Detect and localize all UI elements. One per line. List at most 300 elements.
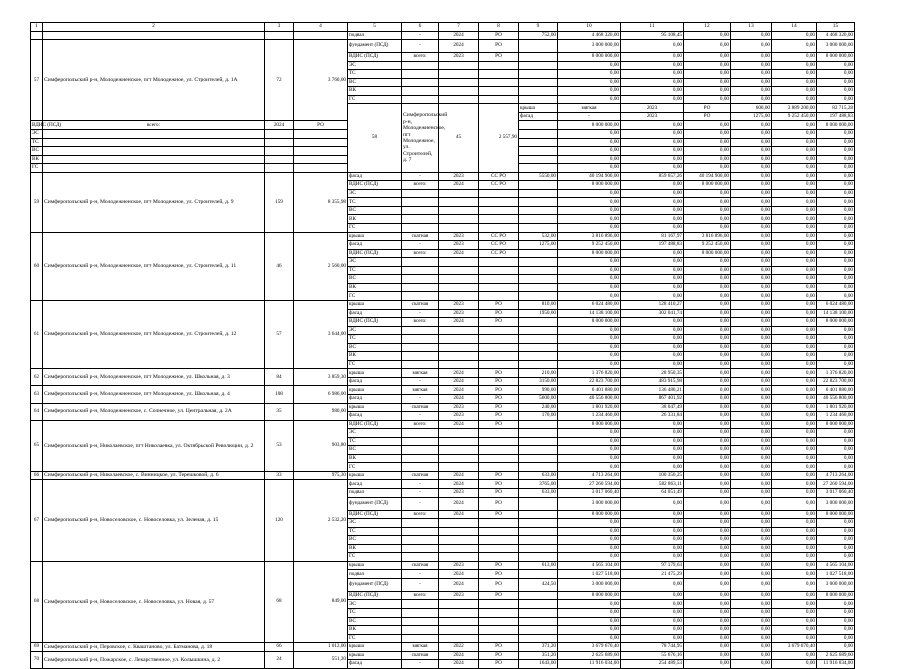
cost-other: 0,00 <box>772 412 817 421</box>
cost-other: 0,00 <box>772 360 817 369</box>
cost-total: 0,00 <box>558 258 621 267</box>
cost-regional-operator: 0,00 <box>817 275 855 284</box>
total-area: 903,80 <box>294 420 348 471</box>
year: 2024 <box>439 578 479 591</box>
apartment-count: 57 <box>265 300 294 368</box>
work-type: крыша <box>348 561 402 570</box>
year: 2024 <box>439 394 479 403</box>
work-type: ГС <box>348 634 402 643</box>
cost-total: 0,00 <box>558 164 621 173</box>
funding-method <box>294 164 348 173</box>
volume <box>519 61 558 70</box>
cost-total: 8 000 000,00 <box>558 53 621 62</box>
cost-budget: 0,00 <box>731 536 772 545</box>
cost-supervision: 483 915,98 <box>621 377 684 386</box>
volume <box>519 463 558 472</box>
year <box>439 536 479 545</box>
funding-method <box>479 258 519 267</box>
funding-method <box>479 78 519 87</box>
cost-supervision: 0,00 <box>621 189 684 198</box>
year <box>439 70 479 79</box>
volume <box>519 147 558 156</box>
cost-supervision: 28 950,35 <box>621 369 684 378</box>
row-number: 61 <box>31 300 43 368</box>
cost-regional-operator: 1 376 820,00 <box>817 369 855 378</box>
work-subtype: мягкая <box>402 643 439 652</box>
funding-method: РО <box>479 386 519 395</box>
work-type: крыша <box>348 300 402 309</box>
cost-supervision: 0,00 <box>621 578 684 591</box>
volume <box>519 617 558 626</box>
volume: 1275,00 <box>731 112 772 121</box>
cost-regional-operator: 0,00 <box>817 626 855 635</box>
apartment-count: 33 <box>265 471 294 480</box>
total-area: 1 012,00 <box>294 643 348 652</box>
cost-budget: 0,00 <box>731 609 772 618</box>
year <box>439 283 479 292</box>
cost-supervision: 55 676,16 <box>621 651 684 660</box>
funding-method: РО <box>479 40 519 53</box>
cost-other: 0,00 <box>772 53 817 62</box>
cost-other: 0,00 <box>772 369 817 378</box>
work-subtype: - <box>402 309 439 318</box>
apartment-count: 108 <box>265 386 294 403</box>
cost-special-account: 0,00 <box>684 283 731 292</box>
cost-total: 14 138 100,00 <box>558 309 621 318</box>
cost-regional-operator: 0,00 <box>817 181 855 190</box>
work-type: крыша <box>348 386 402 395</box>
work-type: ВК <box>348 215 402 224</box>
volume <box>519 95 558 104</box>
volume <box>519 198 558 207</box>
cost-supervision: 0,00 <box>621 215 684 224</box>
apartment-count: 72 <box>265 40 294 121</box>
cost-total: 6 401 880,00 <box>558 386 621 395</box>
cost-total: 0,00 <box>558 544 621 553</box>
volume <box>519 536 558 545</box>
cost-other: 0,00 <box>772 510 817 519</box>
year: 2023 <box>439 561 479 570</box>
cost-regional-operator: 0,00 <box>817 352 855 361</box>
volume: 5600,00 <box>519 394 558 403</box>
cost-supervision: 0,00 <box>621 352 684 361</box>
work-subtype <box>402 224 439 233</box>
volume <box>519 224 558 233</box>
cost-regional-operator: 8 000 000,00 <box>817 53 855 62</box>
cost-other: 0,00 <box>772 61 817 70</box>
volume: 170,00 <box>519 412 558 421</box>
cost-budget: 0,00 <box>731 626 772 635</box>
cost-total: 0,00 <box>558 130 621 139</box>
cost-other: 0,00 <box>772 198 817 207</box>
cost-supervision: 0,00 <box>621 40 684 53</box>
cost-special-account: 0,00 <box>684 437 731 446</box>
cost-regional-operator: 0,00 <box>817 95 855 104</box>
cost-total: 1 376 820,00 <box>558 369 621 378</box>
year <box>265 147 294 156</box>
work-subtype: всего: <box>402 318 439 327</box>
cost-supervision: 0,00 <box>621 318 684 327</box>
cost-special-account: 0,00 <box>684 536 731 545</box>
cost-special-account: 0,00 <box>684 138 731 147</box>
cost-budget: 0,00 <box>731 660 772 669</box>
cost-budget: 0,00 <box>731 326 772 335</box>
funding-method <box>479 600 519 609</box>
cost-regional-operator: 0,00 <box>817 224 855 233</box>
work-subtype <box>402 206 439 215</box>
funding-method <box>479 61 519 70</box>
empty-cell <box>294 31 348 40</box>
cost-special-account: 0,00 <box>684 634 731 643</box>
funding-method <box>479 553 519 562</box>
cost-budget: 0,00 <box>731 155 772 164</box>
cost-total: 4 713 264,00 <box>558 471 621 480</box>
cost-other: 0,00 <box>772 660 817 669</box>
year: 2023 <box>621 112 684 121</box>
cost-supervision: 197 488,83 <box>817 112 855 121</box>
cost-special-account: 0,00 <box>684 570 731 579</box>
funding-method <box>479 87 519 96</box>
year <box>439 553 479 562</box>
work-type: крыша <box>348 232 402 241</box>
cost-supervision: 0,00 <box>621 95 684 104</box>
table-row <box>31 420 855 429</box>
work-subtype <box>402 609 439 618</box>
funding-method: РО <box>479 309 519 318</box>
work-type: крыша <box>348 403 402 412</box>
volume: 351,20 <box>519 651 558 660</box>
funding-method <box>479 463 519 472</box>
funding-method <box>479 283 519 292</box>
volume: 532,00 <box>519 232 558 241</box>
cost-special-account: 0,00 <box>684 578 731 591</box>
cost-budget: 0,00 <box>731 78 772 87</box>
cost-total: 1 801 920,00 <box>558 403 621 412</box>
cost-special-account: 0,00 <box>684 121 731 130</box>
cost-other: 0,00 <box>772 420 817 429</box>
column-number: 12 <box>684 23 731 32</box>
work-subtype: мягкая <box>402 369 439 378</box>
cost-regional-operator: 0,00 <box>817 360 855 369</box>
cost-special-account: 0,00 <box>684 429 731 438</box>
year: 2023 <box>439 412 479 421</box>
cost-total: 0,00 <box>558 553 621 562</box>
cost-supervision: 0,00 <box>621 609 684 618</box>
cost-regional-operator: 0,00 <box>817 87 855 96</box>
volume <box>519 130 558 139</box>
funding-method <box>479 326 519 335</box>
column-number: 5 <box>348 23 402 32</box>
cost-budget: 0,00 <box>731 360 772 369</box>
funding-method: РО <box>479 31 519 40</box>
cost-total: 0,00 <box>558 292 621 301</box>
table-row <box>31 300 855 309</box>
cost-budget: 0,00 <box>731 40 772 53</box>
cost-budget: 0,00 <box>731 600 772 609</box>
cost-special-account: 0,00 <box>684 510 731 519</box>
work-subtype <box>402 429 439 438</box>
work-subtype <box>402 634 439 643</box>
cost-supervision: 78 744,95 <box>621 643 684 652</box>
cost-total: 3 679 670,40 <box>558 643 621 652</box>
cost-other: 0,00 <box>772 429 817 438</box>
year <box>439 266 479 275</box>
cost-special-account: 0,00 <box>684 164 731 173</box>
cost-supervision: 81 167,97 <box>621 232 684 241</box>
cost-special-account: 0,00 <box>684 31 731 40</box>
cost-supervision: 0,00 <box>621 249 684 258</box>
work-type: ГС <box>348 360 402 369</box>
cost-budget: 0,00 <box>731 343 772 352</box>
volume <box>519 600 558 609</box>
work-type: ТС <box>348 266 402 275</box>
cost-budget: 0,00 <box>731 309 772 318</box>
cost-supervision: 128 410,27 <box>621 300 684 309</box>
total-area: 2 557,90 <box>479 104 519 172</box>
funding-method <box>479 454 519 463</box>
work-type: ТС <box>348 609 402 618</box>
work-type: ВДИС (ПСД) <box>348 420 402 429</box>
work-subtype: - <box>402 31 439 40</box>
work-type: ВС <box>31 147 43 156</box>
cost-budget: 0,00 <box>731 249 772 258</box>
work-type: ГС <box>348 224 402 233</box>
address-cell: Симферопольский р-н, Молодежненское, пгт Молодежное, ул. Школьная, д. 4 <box>43 386 265 403</box>
address-cell: Симферопольский р-н, Николаевское, с. Винницкое, ул. Терешковой, д. 6 <box>43 471 265 480</box>
cost-special-account: 0,00 <box>684 53 731 62</box>
cost-budget: 0,00 <box>731 352 772 361</box>
cost-budget: 0,00 <box>731 578 772 591</box>
cost-other: 0,00 <box>772 138 817 147</box>
year: 2023 <box>439 232 479 241</box>
cost-other: 0,00 <box>772 31 817 40</box>
row-number: 60 <box>31 232 43 300</box>
cost-total: 0,00 <box>558 215 621 224</box>
total-area: 975,30 <box>294 471 348 480</box>
cost-budget: 0,00 <box>731 377 772 386</box>
cost-budget: 0,00 <box>731 189 772 198</box>
funding-method: РО <box>479 300 519 309</box>
funding-method <box>479 198 519 207</box>
cost-regional-operator: 0,00 <box>817 527 855 536</box>
volume <box>519 292 558 301</box>
work-type: фундамент (ПСД) <box>348 578 402 591</box>
cost-special-account: 0,00 <box>684 275 731 284</box>
work-subtype <box>402 536 439 545</box>
cost-other: 0,00 <box>772 206 817 215</box>
year: 2024 <box>439 570 479 579</box>
cost-supervision: 0,00 <box>621 429 684 438</box>
cost-special-account: 0,00 <box>684 352 731 361</box>
work-subtype: - <box>402 497 439 510</box>
work-subtype <box>402 78 439 87</box>
cost-special-account: 0,00 <box>684 609 731 618</box>
funding-method: РО <box>479 510 519 519</box>
column-number: 13 <box>731 23 772 32</box>
work-subtype <box>402 198 439 207</box>
cost-other: 0,00 <box>772 591 817 600</box>
row-number: 66 <box>31 471 43 480</box>
work-subtype <box>402 454 439 463</box>
year <box>439 626 479 635</box>
work-type: фасад <box>348 412 402 421</box>
funding-method: РО <box>479 420 519 429</box>
volume <box>519 609 558 618</box>
cost-other: 3 679 670,40 <box>772 643 817 652</box>
cost-other: 0,00 <box>772 172 817 181</box>
cost-regional-operator: 6 401 880,00 <box>817 386 855 395</box>
cost-other: 0,00 <box>772 309 817 318</box>
column-number: 10 <box>558 23 621 32</box>
cost-special-account: 0,00 <box>684 651 731 660</box>
funding-method: РО <box>479 377 519 386</box>
funding-method <box>479 544 519 553</box>
work-type: ГС <box>348 463 402 472</box>
cost-other: 0,00 <box>772 570 817 579</box>
work-type: ВС <box>348 536 402 545</box>
work-subtype: всего: <box>402 420 439 429</box>
funding-method: РО <box>479 471 519 480</box>
cost-supervision: 0,00 <box>621 155 684 164</box>
cost-other: 0,00 <box>772 335 817 344</box>
volume <box>519 519 558 528</box>
cost-regional-operator: 3 017 060,40 <box>817 488 855 497</box>
volume: 600,00 <box>731 104 772 113</box>
volume <box>519 544 558 553</box>
cost-regional-operator: 0,00 <box>817 215 855 224</box>
cost-supervision: 0,00 <box>621 266 684 275</box>
cost-supervision: 0,00 <box>621 420 684 429</box>
cost-total: 0,00 <box>558 283 621 292</box>
cost-other: 0,00 <box>772 352 817 361</box>
volume: 810,00 <box>519 300 558 309</box>
cost-budget: 0,00 <box>731 61 772 70</box>
cost-regional-operator: 8 000 000,00 <box>817 318 855 327</box>
cost-total: 0,00 <box>558 224 621 233</box>
volume: 371,20 <box>519 643 558 652</box>
funding-method <box>479 70 519 79</box>
work-subtype: - <box>402 488 439 497</box>
work-type: ВС <box>348 206 402 215</box>
cost-special-account: 0,00 <box>684 553 731 562</box>
cost-supervision: 0,00 <box>621 275 684 284</box>
year: 2022 <box>439 643 479 652</box>
year <box>439 224 479 233</box>
cost-budget: 0,00 <box>731 198 772 207</box>
funding-method <box>479 617 519 626</box>
cost-total: 3 000 000,00 <box>558 578 621 591</box>
cost-supervision: 0,00 <box>621 446 684 455</box>
cost-special-account: 0,00 <box>684 343 731 352</box>
work-subtype: скатная <box>402 232 439 241</box>
cost-supervision: 64 051,49 <box>621 488 684 497</box>
cost-supervision: 0,00 <box>621 527 684 536</box>
volume <box>519 189 558 198</box>
cost-supervision: 0,00 <box>621 600 684 609</box>
volume <box>519 420 558 429</box>
year: 2024 <box>439 420 479 429</box>
cost-total: 8 000 000,00 <box>558 318 621 327</box>
cost-regional-operator: 0,00 <box>817 172 855 181</box>
cost-special-account: 0,00 <box>684 617 731 626</box>
cost-regional-operator: 2 625 689,60 <box>817 651 855 660</box>
cost-budget: 0,00 <box>731 300 772 309</box>
cost-special-account: 0,00 <box>684 446 731 455</box>
cost-regional-operator: 0,00 <box>817 429 855 438</box>
volume <box>519 570 558 579</box>
cost-regional-operator: 8 000 000,00 <box>817 420 855 429</box>
cost-regional-operator: 4 565 104,00 <box>817 561 855 570</box>
cost-other: 0,00 <box>772 617 817 626</box>
volume <box>519 429 558 438</box>
work-subtype <box>402 553 439 562</box>
cost-supervision: 0,00 <box>621 121 684 130</box>
year: 2023 <box>439 53 479 62</box>
cost-budget: 0,00 <box>731 147 772 156</box>
cost-total: 2 625 689,60 <box>558 651 621 660</box>
work-subtype <box>402 544 439 553</box>
work-subtype: скатная <box>402 471 439 480</box>
year <box>439 335 479 344</box>
work-type: ВК <box>348 352 402 361</box>
work-subtype: - <box>402 377 439 386</box>
volume: 3765,00 <box>519 480 558 489</box>
apartment-count: 84 <box>265 369 294 386</box>
funding-method: РО <box>479 570 519 579</box>
address-cell: Симферопольский р-н, Молодежненское, пгт Молодежное, ул. Строителей, д. 1А <box>43 40 265 121</box>
funding-method <box>294 138 348 147</box>
work-subtype <box>402 275 439 284</box>
cost-total: 0,00 <box>558 266 621 275</box>
year: 2024 <box>265 121 294 130</box>
cost-special-account: 0,00 <box>684 292 731 301</box>
year <box>439 87 479 96</box>
year: 2023 <box>621 104 684 113</box>
cost-budget: 0,00 <box>731 95 772 104</box>
volume <box>519 164 558 173</box>
cost-supervision: 0,00 <box>621 224 684 233</box>
work-type: ВДИС (ПСД) <box>348 591 402 600</box>
work-subtype: всего: <box>402 591 439 600</box>
cost-total: 0,00 <box>558 343 621 352</box>
work-type: ТС <box>348 437 402 446</box>
year <box>439 343 479 352</box>
work-type: ВДИС (ПСД) <box>32 121 62 128</box>
cost-budget: 0,00 <box>731 283 772 292</box>
work-subtype <box>402 215 439 224</box>
cost-other: 0,00 <box>772 275 817 284</box>
total-area: 551,20 <box>294 651 348 668</box>
cost-supervision: 136 480,21 <box>621 386 684 395</box>
work-type: подвал <box>348 570 402 579</box>
work-subtype <box>402 600 439 609</box>
cost-supervision: 0,00 <box>621 454 684 463</box>
cost-other: 0,00 <box>772 454 817 463</box>
address-cell: Симферопольский р-н, Перовское, с. Кваштаново, ул. Батманова, д. 18 <box>43 643 265 652</box>
cost-special-account: 0,00 <box>684 87 731 96</box>
cost-budget: 0,00 <box>731 53 772 62</box>
year <box>439 95 479 104</box>
volume <box>519 87 558 96</box>
cost-supervision: 0,00 <box>621 292 684 301</box>
volume <box>519 206 558 215</box>
column-number: 15 <box>817 23 855 32</box>
funding-method: СС РО <box>479 241 519 250</box>
cost-total: 3 889 200,00 <box>772 104 817 113</box>
year <box>439 326 479 335</box>
work-type: ВК <box>348 87 402 96</box>
table-row <box>31 651 855 660</box>
